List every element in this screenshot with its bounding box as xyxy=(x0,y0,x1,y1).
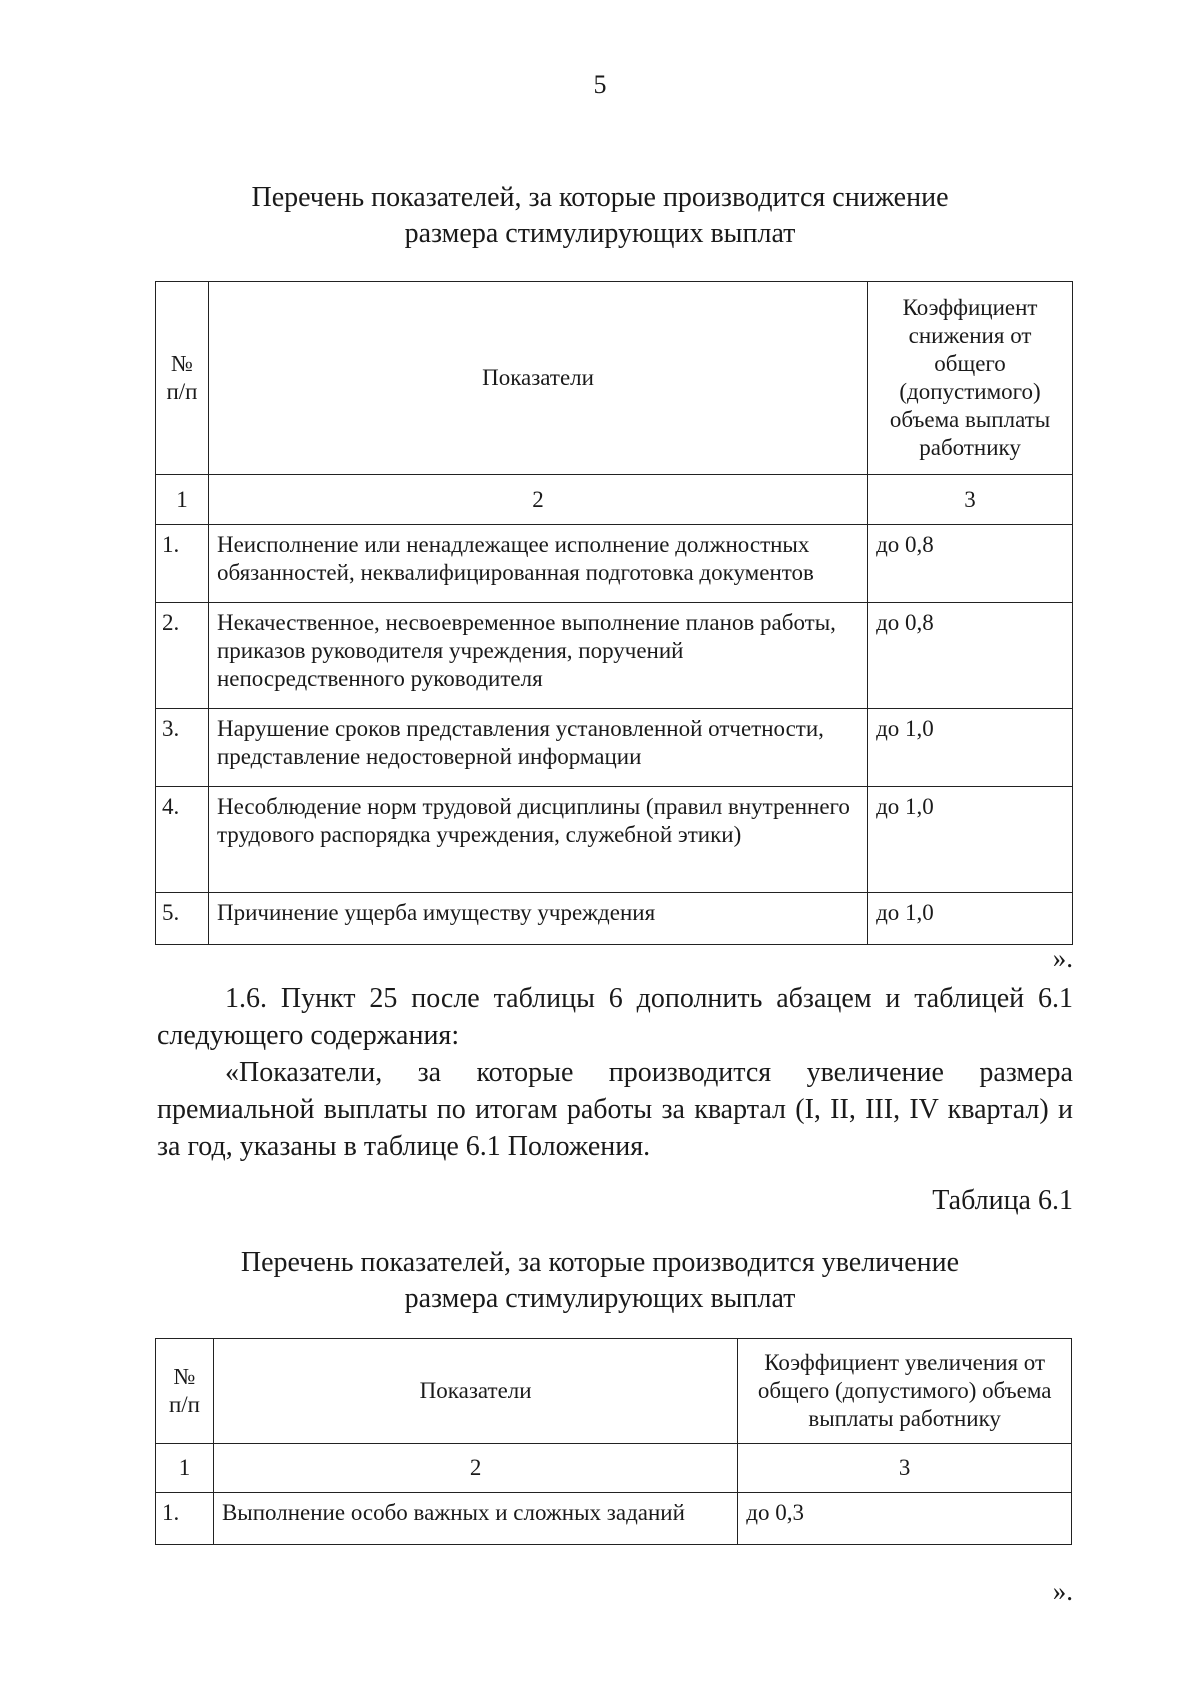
increase-indicators-table xyxy=(155,1338,1072,1545)
column-number: 2 xyxy=(213,1444,737,1493)
row-num: 1. xyxy=(156,525,209,603)
row-coef: до 1,0 xyxy=(868,893,1073,945)
row-num: 3. xyxy=(156,709,209,787)
paragraph1-line1: 1.6. Пункт 25 после таблицы 6 дополнить абзацем и таблицей 6.1 xyxy=(225,983,1073,1014)
table6-title-line2: размера стимулирующих выплат xyxy=(404,218,796,249)
column-number: 1 xyxy=(156,1444,214,1493)
table-row xyxy=(156,787,1073,893)
table61-title xyxy=(0,1245,1200,1317)
column-number: 3 xyxy=(738,1444,1072,1493)
row-coef: до 0,8 xyxy=(868,603,1073,709)
header-coef: Коэффициент увеличения от общего (допустимого) объема выплаты работнику xyxy=(738,1339,1072,1444)
paragraph2-line1: «Показатели, за которые производится увеличение размера xyxy=(225,1057,1073,1088)
column-number: 3 xyxy=(868,475,1073,525)
row-num: 4. xyxy=(156,787,209,893)
table61-title-line1: Перечень показателей, за которые производится увеличение xyxy=(240,1247,960,1278)
table-row xyxy=(156,893,1073,945)
table6-title xyxy=(0,180,1200,252)
table-row xyxy=(156,525,1073,603)
page-number: 5 xyxy=(593,70,607,99)
row-coef: до 0,8 xyxy=(868,525,1073,603)
table61-closing-quote: ». xyxy=(1052,1576,1073,1606)
row-indicator: Причинение ущерба имуществу учреждения xyxy=(208,893,867,945)
column-number: 1 xyxy=(156,475,209,525)
paragraph1-line2: следующего содержания: xyxy=(157,1020,460,1051)
paragraph2-line3: за год, указаны в таблице 6.1 Положения. xyxy=(157,1131,651,1162)
column-number: 2 xyxy=(208,475,867,525)
row-coef: до 1,0 xyxy=(868,709,1073,787)
row-indicator: Несоблюдение норм трудовой дисциплины (правил внутреннего трудового распорядка учреждения, служебной этики) xyxy=(208,787,867,893)
table61-title-line2: размера стимулирующих выплат xyxy=(404,1283,796,1314)
row-num: 2. xyxy=(156,603,209,709)
table-row xyxy=(156,603,1073,709)
table-header-row xyxy=(156,282,1073,475)
header-indicator: Показатели xyxy=(208,282,867,475)
column-number-row xyxy=(156,1444,1072,1493)
table6-closing-quote: ». xyxy=(1052,943,1073,973)
reduction-indicators-table xyxy=(155,281,1073,945)
table-row xyxy=(156,1493,1072,1545)
row-coef: до 0,3 xyxy=(738,1493,1072,1545)
table-header-row xyxy=(156,1339,1072,1444)
row-indicator: Выполнение особо важных и сложных заданий xyxy=(213,1493,737,1545)
row-indicator: Некачественное, несвоевременное выполнение планов работы, приказов руководителя учреждения, поручений непосредственного руководителя xyxy=(208,603,867,709)
table6-title-line1: Перечень показателей, за которые производится снижение xyxy=(251,182,949,213)
paragraph2-line2: премиальной выплаты по итогам работы за квартал (I, II, III, IV квартал) и xyxy=(157,1094,1073,1125)
row-num: 5. xyxy=(156,893,209,945)
header-num: № п/п xyxy=(156,282,209,475)
header-num: № п/п xyxy=(156,1339,214,1444)
row-indicator: Нарушение сроков представления установленной отчетности, представление недостоверной информации xyxy=(208,709,867,787)
table-row xyxy=(156,709,1073,787)
table61-label: Таблица 6.1 xyxy=(932,1185,1073,1216)
row-num: 1. xyxy=(156,1493,214,1545)
row-indicator: Неисполнение или ненадлежащее исполнение должностных обязанностей, неквалифицированная подготовка документов xyxy=(208,525,867,603)
header-indicator: Показатели xyxy=(213,1339,737,1444)
row-coef: до 1,0 xyxy=(868,787,1073,893)
header-coef: Коэффициент снижения от общего (допустимого) объема выплаты работнику xyxy=(868,282,1073,475)
column-number-row xyxy=(156,475,1073,525)
